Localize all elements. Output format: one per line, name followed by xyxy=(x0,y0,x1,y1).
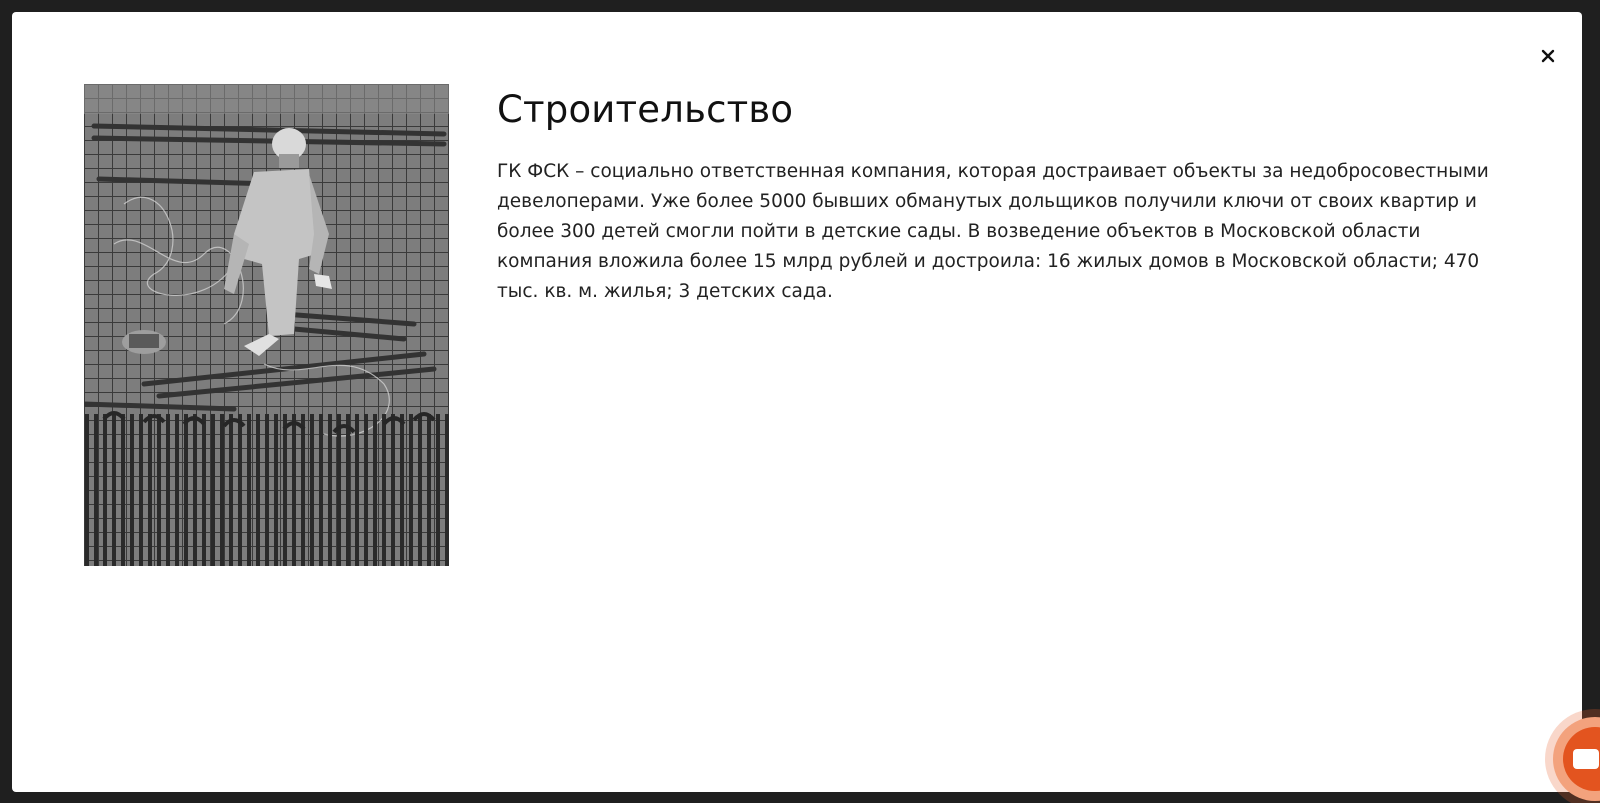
modal-title: Строительство xyxy=(497,88,794,131)
modal-description: ГК ФСК – социально ответственная компания, которая достраивает объекты за недобросовестными девелоперами. Уже более 5000 бывших обманутых дольщиков получили ключи от своих квартир и более 300 детей смогли пойти в детские сады. В возведение объектов в Московской области компания вложила более 15 млрд рублей и достроила: 16 жилых домов в Московской области; 470 тыс. кв. м. жилья; 3 детских сада. xyxy=(497,161,1489,302)
construction-photo xyxy=(84,84,449,566)
close-icon xyxy=(1541,49,1555,63)
scrollbar-area xyxy=(1582,0,1600,803)
chat-widget-inner xyxy=(1563,727,1600,791)
modal-content xyxy=(497,88,1517,307)
modal-dialog xyxy=(12,12,1582,792)
close-button[interactable] xyxy=(1536,44,1560,68)
chat-icon xyxy=(1573,749,1599,769)
